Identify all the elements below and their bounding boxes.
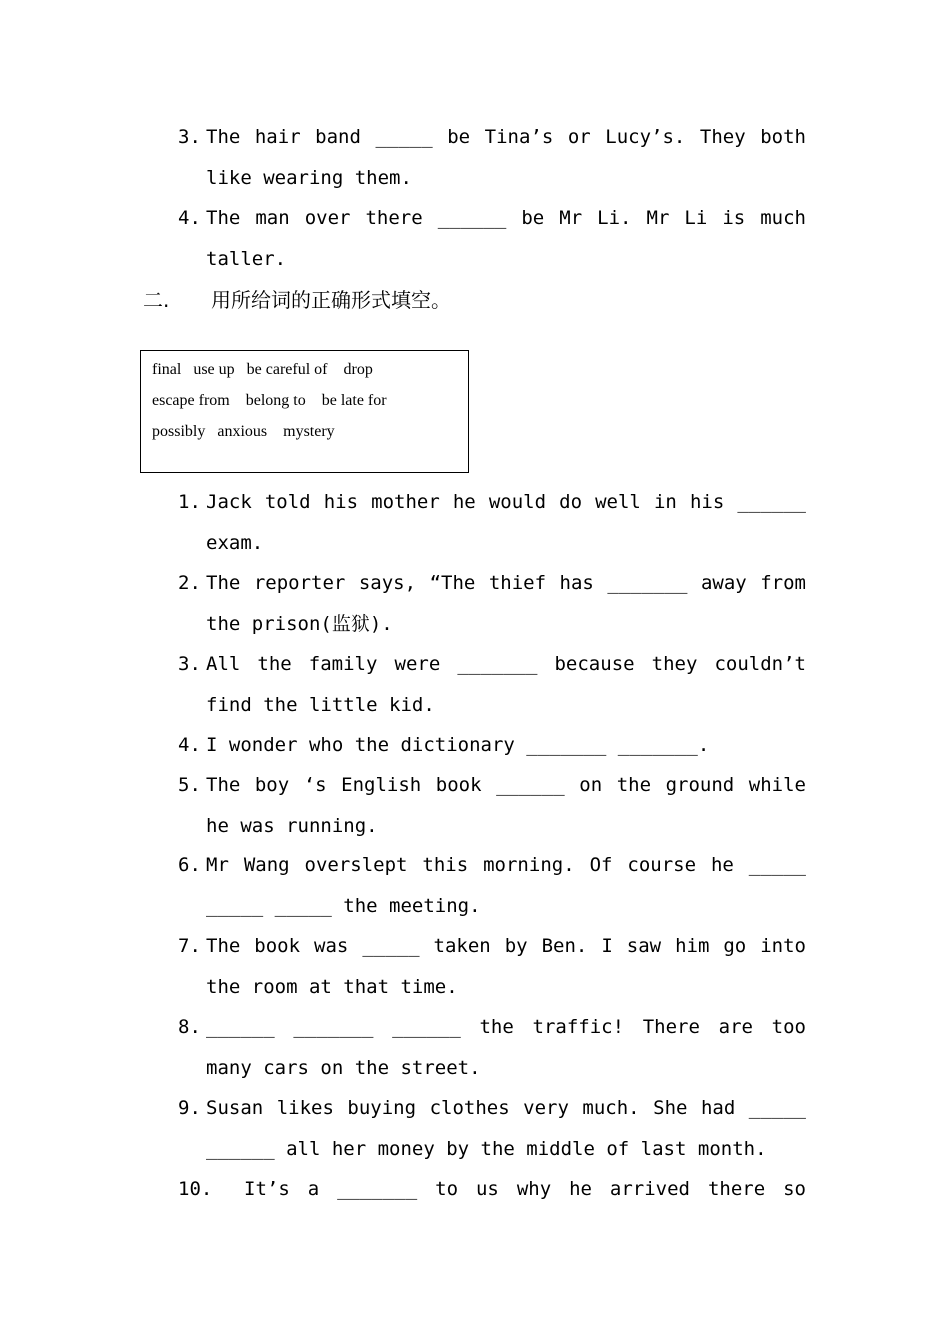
exercise-item <box>178 482 806 564</box>
item-text: The hair band _____ be Tina’s or Lucy’s. They both like wearing them. <box>206 126 806 189</box>
word-bank-row: possibly anxious mystery <box>152 423 335 440</box>
exercise-item <box>178 644 806 726</box>
word-bank-box <box>140 350 469 473</box>
item-text: It’s a _______ to us why he arrived there so <box>244 1178 806 1200</box>
item-text: The book was _____ taken by Ben. I saw him go into the room at that time. <box>206 935 806 998</box>
item-text: The boy ‘s English book ______ on the ground while he was running. <box>206 774 806 837</box>
exercise-item <box>178 563 806 645</box>
exercise-item <box>178 765 806 847</box>
item-number: 3. <box>178 126 201 148</box>
exercise-item <box>178 1088 806 1170</box>
item-number: 4. <box>178 734 201 756</box>
exercise-item <box>178 926 806 1008</box>
section-instruction: 用所给词的正确形式填空。 <box>211 288 451 312</box>
item-number: 10. <box>178 1178 213 1200</box>
word-bank-row: final use up be careful of drop <box>152 361 373 378</box>
item-text: ______ _______ ______ the traffic! There are too many cars on the street. <box>206 1016 806 1079</box>
item-text: I wonder who the dictionary _______ _______. <box>206 734 710 756</box>
exercise-item <box>178 725 806 766</box>
item-text: All the family were _______ because they couldn’t find the little kid. <box>206 653 806 716</box>
item-number: 1. <box>178 491 201 513</box>
item-number: 8. <box>178 1016 201 1038</box>
item-number: 4. <box>178 207 201 229</box>
item-text: Mr Wang overslept this morning. Of course he _____ _____ _____ the meeting. <box>206 854 806 917</box>
item-number: 5. <box>178 774 201 796</box>
section-heading <box>143 280 451 321</box>
item-number: 9. <box>178 1097 201 1119</box>
item-text: Susan likes buying clothes very much. She had _____ ______ all her money by the middle of last month. <box>206 1097 806 1160</box>
exercise-item <box>178 845 806 927</box>
word-bank-row: escape from belong to be late for <box>152 392 387 409</box>
item-number: 7. <box>178 935 201 957</box>
exercise-item <box>178 198 806 280</box>
item-number: 3. <box>178 653 201 675</box>
item-text: The reporter says, “The thief has _______ away from the prison(监狱). <box>206 572 806 635</box>
item-text: The man over there ______ be Mr Li. Mr Li is much taller. <box>206 207 806 270</box>
item-text: Jack told his mother he would do well in his ______ exam. <box>206 491 806 554</box>
exercise-item <box>178 1007 806 1089</box>
exercise-item <box>178 1169 806 1210</box>
item-number: 2. <box>178 572 201 594</box>
item-number: 6. <box>178 854 201 876</box>
exercise-item <box>178 117 806 199</box>
section-marker: 二. <box>143 288 170 312</box>
